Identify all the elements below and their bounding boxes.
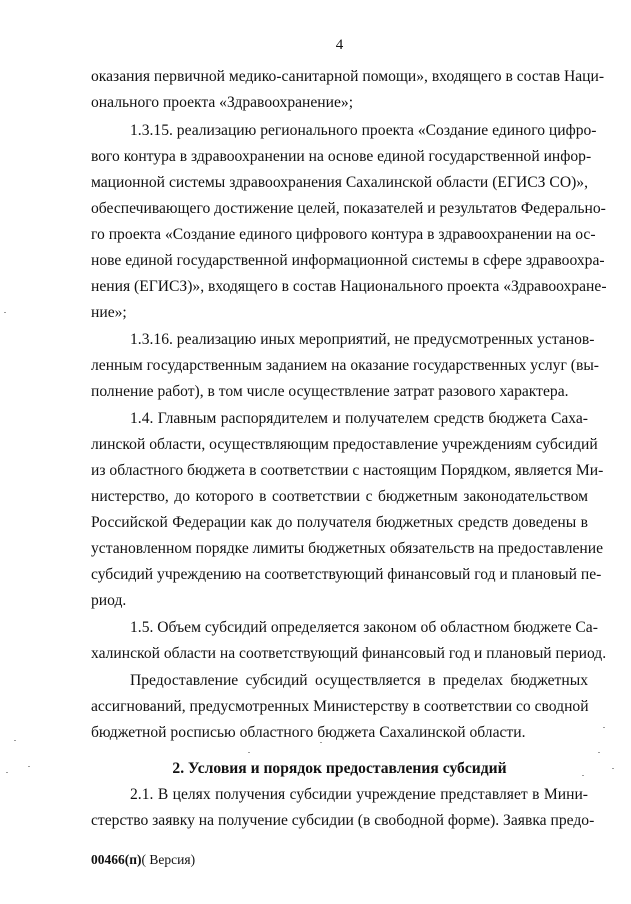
scan-speck — [598, 752, 600, 753]
section-heading: 2. Условия и порядок предоставления субсидий — [172, 760, 507, 777]
text-line: 2.1. В целях получения субсидии учреждение представляет в Мини- — [130, 786, 588, 803]
text-line: бюджетной росписью областного бюджета Сахалинской области. — [91, 724, 526, 741]
scan-speck — [582, 775, 584, 776]
document-version: ( Версия) — [141, 852, 196, 867]
document-footer — [91, 852, 195, 868]
text-line: субсидий учреждению на соответствующий финансовый год и плановый пе- — [91, 566, 602, 583]
text-line: нистерство, до которого в соответствии с бюджетным законодательством — [91, 488, 588, 505]
text-line: ленным государственным заданием на оказание государственных услуг (вы- — [91, 357, 599, 374]
scan-speck — [320, 742, 322, 743]
text-line: оказания первичной медико-санитарной помощи», входящего в состав Наци- — [91, 68, 605, 85]
scan-speck — [28, 766, 30, 767]
scan-speck — [612, 768, 614, 769]
scan-speck — [14, 740, 16, 741]
text-line: Предоставление субсидий осуществляется в пределах бюджетных — [130, 672, 588, 689]
text-line: нения (ЕГИСЗ)», входящего в состав Национального проекта «Здравоохране- — [91, 278, 607, 295]
text-line: халинской области на соответствующий финансовый год и плановый период. — [91, 645, 607, 662]
text-line: полнение работ), в том числе осуществление затрат разового характера. — [91, 383, 569, 400]
text-line: 1.3.15. реализацию регионального проекта «Создание единого цифро- — [130, 122, 597, 139]
text-line: нове единой государственной информационной системы в сфере здравоохра- — [91, 252, 605, 269]
text-line: ассигнований, предусмотренных Министерству в соответствии со сводной — [91, 698, 589, 715]
page-number: 4 — [335, 37, 344, 53]
text-line: установленном порядке лимиты бюджетных обязательств на предоставление — [91, 540, 604, 557]
document-code: 00466(п) — [91, 852, 142, 867]
text-line: мационной системы здравоохранения Сахалинской области (ЕГИСЗ СО)», — [91, 174, 588, 191]
text-line: 1.5. Объем субсидий определяется законом об областном бюджете Са- — [130, 619, 598, 636]
scan-speck — [248, 752, 250, 753]
text-line: Российской Федерации как до получателя бюджетных средств доведены в — [91, 514, 588, 531]
text-line: линской области, осуществляющим предоставление учреждениям субсидий — [91, 436, 598, 453]
text-line: ние»; — [91, 304, 127, 321]
text-line: 1.4. Главным распорядителем и получателем средств бюджета Саха- — [130, 410, 588, 427]
text-line: вого контура в здравоохранении на основе единой государственной инфор- — [91, 148, 592, 165]
scan-speck — [6, 772, 8, 773]
text-line: из областного бюджета в соответствии с настоящим Порядком, является Ми- — [91, 462, 604, 479]
text-line: стерство заявку на получение субсидии (в свободной форме). Заявка предо- — [91, 812, 595, 829]
text-line: го проекта «Создание единого цифрового контура в здравоохранении на ос- — [91, 226, 596, 243]
text-line: обеспечивающего достижение целей, показателей и результатов Федерально- — [91, 200, 606, 217]
scan-speck — [603, 727, 605, 728]
text-line: 1.3.16. реализацию иных мероприятий, не предусмотренных установ- — [130, 331, 595, 348]
scan-speck — [4, 312, 6, 313]
text-line: риод. — [91, 592, 127, 609]
text-line: онального проекта «Здравоохранение»; — [91, 94, 354, 111]
